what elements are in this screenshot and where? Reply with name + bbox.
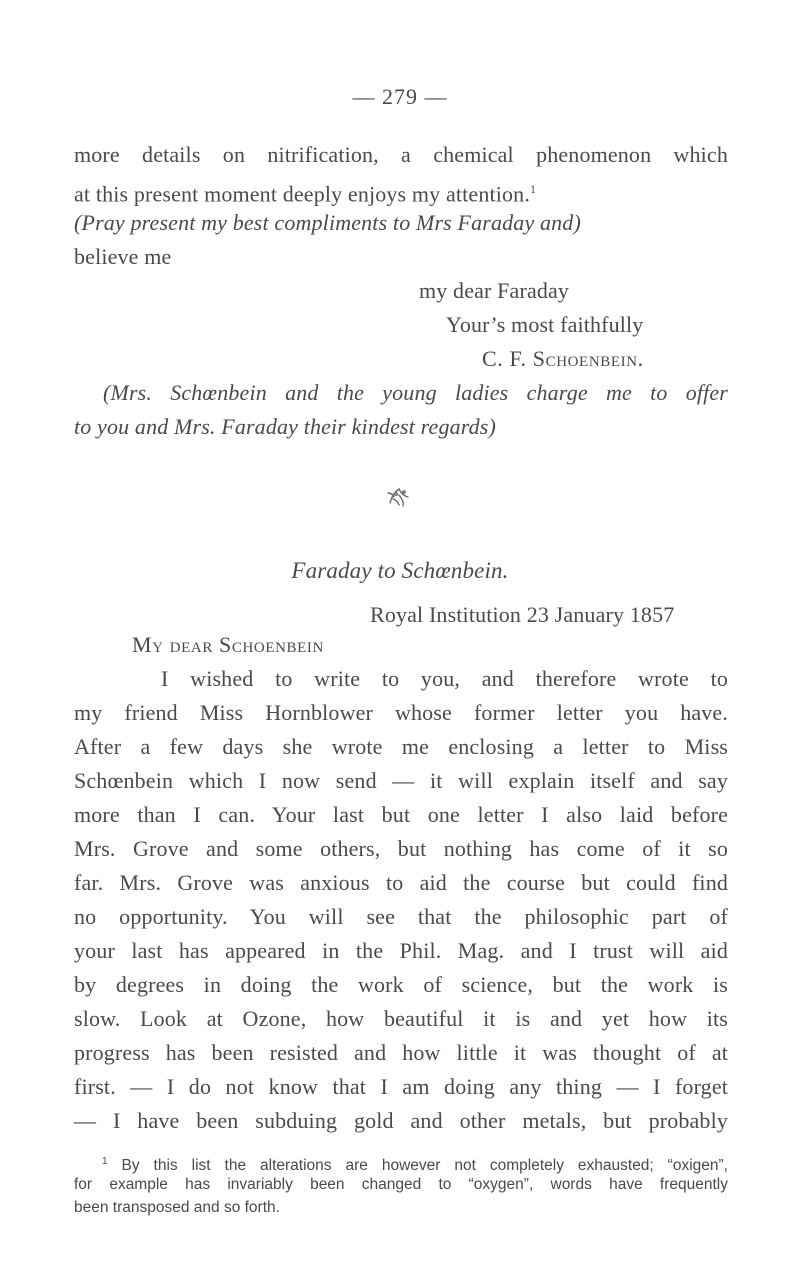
footnote-line-1-text: By this list the alterations are however not completely exhausted; “oxigen”,	[121, 1157, 728, 1175]
ornament-icon	[384, 481, 414, 511]
letter2-salutation: My dear Schoenbein	[132, 632, 324, 657]
letter2-line-6: Mrs. Grove and some others, but nothing has come of it so	[74, 836, 728, 861]
footnote-mark: 1	[102, 1156, 108, 1167]
letter2-line-12: progress has been resisted and how little it was thought of at	[74, 1040, 728, 1065]
footnote-line-2: for example has invariably been changed to “oxygen”, words have frequently	[74, 1176, 728, 1193]
letter2-line-11: slow. Look at Ozone, how beautiful it is and yet how its	[74, 1006, 728, 1031]
letter2-line-1: I wished to write to you, and therefore wrote to	[161, 666, 728, 691]
page-number: — 279 —	[352, 84, 448, 109]
letter1-signature: C. F. Schoenbein.	[482, 346, 644, 371]
letter1-line-3: (Pray present my best compliments to Mrs Faraday and)	[74, 210, 581, 235]
footnote-line-3: been transposed and so forth.	[74, 1199, 280, 1216]
letter2-line-9: your last has appeared in the Phil. Mag. and I trust will aid	[74, 938, 728, 963]
letter1-line-4: believe me	[74, 244, 172, 269]
letter1-line-1: more details on nitrification, a chemical phenomenon which	[74, 142, 728, 167]
letter2-title: Faraday to Schœnbein.	[291, 558, 509, 583]
letter2-line-3: After a few days she wrote me enclosing a letter to Miss	[74, 734, 728, 759]
letter2-line-5: more than I can. Your last but one letter I also laid before	[74, 802, 728, 827]
letter2-line-4: Schœnbein which I now send — it will explain itself and say	[74, 768, 728, 793]
letter2-line-14: — I have been subduing gold and other metals, but probably	[74, 1108, 728, 1133]
letter1-closing-1: my dear Faraday	[419, 278, 570, 303]
letter2-dateline: Royal Institution 23 January 1857	[370, 602, 675, 627]
letter1-postscript-1: (Mrs. Schœnbein and the young ladies charge me to offer	[103, 380, 728, 405]
letter2-line-10: by degrees in doing the work of science, but the work is	[74, 972, 728, 997]
letter2-line-13: first. — I do not know that I am doing any thing — I forget	[74, 1074, 728, 1099]
footnote-ref: 1	[529, 182, 537, 196]
letter2-line-8: no opportunity. You will see that the philosophic part of	[74, 904, 728, 929]
letter1-closing-2: Your’s most faithfully	[446, 312, 644, 337]
letter1-line-2-text: at this present moment deeply enjoys my attention.	[74, 181, 530, 207]
letter2-line-7: far. Mrs. Grove was anxious to aid the course but could find	[74, 870, 728, 895]
letter2-line-2: my friend Miss Hornblower whose former letter you have.	[74, 700, 728, 725]
letter1-postscript-2: to you and Mrs. Faraday their kindest regards)	[74, 414, 496, 439]
